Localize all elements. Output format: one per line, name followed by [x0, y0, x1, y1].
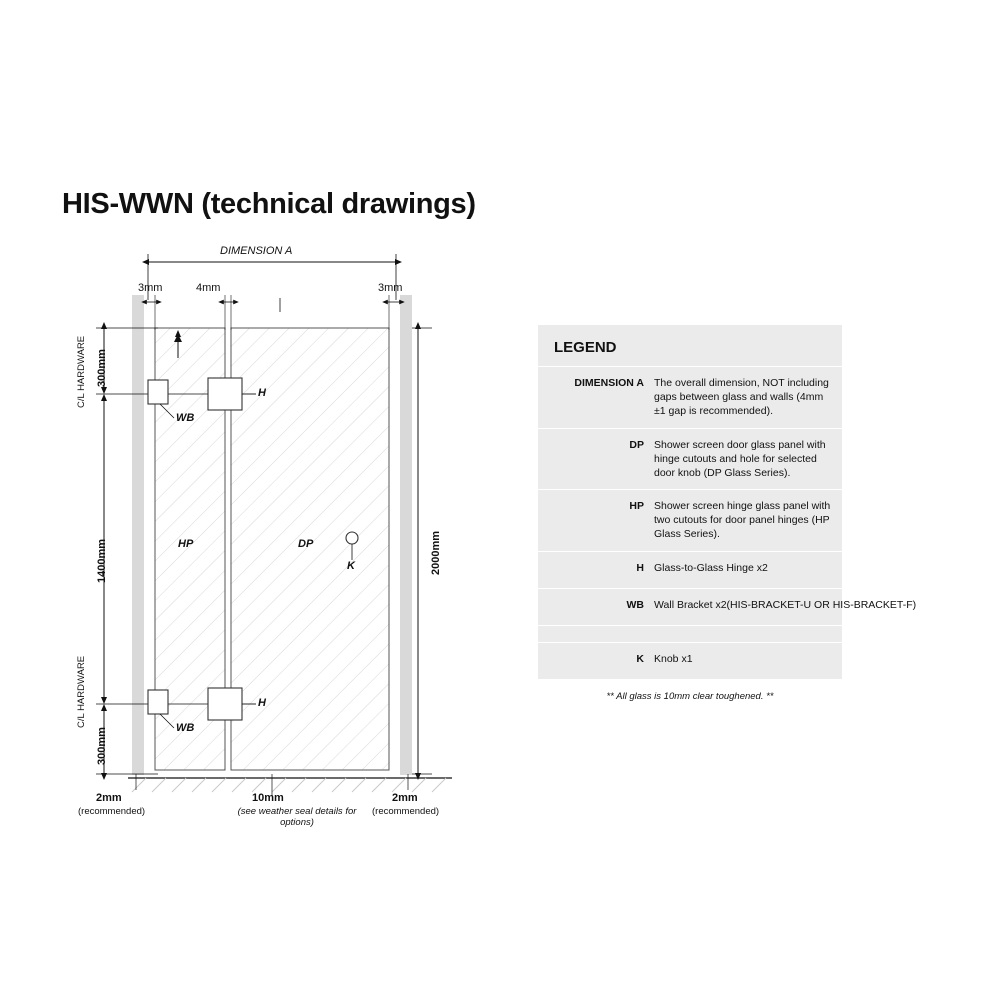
hinge-top — [208, 378, 242, 410]
legend-row — [538, 642, 842, 679]
technical-drawing — [60, 240, 520, 840]
gap-left-wall-label: 3mm — [138, 282, 163, 294]
knob-label: K — [347, 560, 355, 572]
gap-right-wall-label: 3mm — [378, 282, 403, 294]
hinge-bottom-label: H — [258, 697, 266, 709]
legend-row — [538, 428, 842, 490]
panel-hp-label: HP — [178, 538, 194, 550]
wall-right — [400, 295, 412, 775]
floor-gap-left-note: (recommended) — [78, 806, 146, 817]
legend-row — [538, 366, 842, 428]
floor-gap-centre-note: (see weather seal details for options) — [237, 806, 357, 828]
legend-row — [538, 588, 917, 625]
legend-footnote: ** All glass is 10mm clear toughened. ** — [538, 679, 842, 714]
door-knob — [346, 532, 358, 544]
bottom-hardware-cl-label: C/L HARDWARE — [76, 655, 87, 728]
top-hardware-dim-label: 300mm — [96, 349, 108, 387]
legend-description: Shower screen hinge glass panel with two cutouts for door panel hinges (HP Glass Series). — [654, 500, 831, 541]
hinge-top-label: H — [258, 387, 266, 399]
top-hardware-cl-label: C/L HARDWARE — [76, 335, 87, 408]
legend-spacer — [538, 625, 842, 642]
floor-gap-right-note: (recommended) — [372, 806, 440, 817]
page-title: HIS-WWN (technical drawings) — [62, 188, 476, 220]
legend-row — [538, 551, 842, 588]
legend-description: Knob x1 — [654, 652, 693, 665]
wall-bracket-top — [148, 380, 168, 404]
legend-description: Glass-to-Glass Hinge x2 — [654, 561, 768, 574]
wall-bracket-bottom — [148, 690, 168, 714]
legend-key: K — [636, 652, 644, 665]
gap-between-glass-label: 4mm — [196, 282, 221, 294]
legend-description: Wall Bracket x2(HIS-BRACKET-U OR HIS-BRACKET-F) — [654, 598, 917, 611]
legend-key: DIMENSION A — [574, 377, 644, 389]
legend-panel — [538, 325, 917, 714]
legend-description: Shower screen door glass panel with hinge cutouts and hole for selected door knob (DP Glass Series). — [654, 438, 826, 479]
overall-height-label: 2000mm — [430, 530, 442, 575]
bottom-hardware-dim-label: 300mm — [96, 727, 108, 765]
dimension-a-label: DIMENSION A — [220, 245, 293, 257]
legend-key: DP — [629, 438, 644, 451]
legend-description: The overall dimension, NOT including gaps between glass and walls (4mm ±1 gap is recommended). — [654, 377, 829, 418]
drawing-svg — [60, 240, 520, 840]
panel-dp-label: DP — [298, 538, 314, 550]
legend-row — [538, 489, 842, 551]
floor-gap-centre-label: 10mm — [252, 792, 284, 804]
legend-key: H — [636, 561, 644, 574]
hinge-bottom — [208, 688, 242, 720]
legend-key: HP — [629, 500, 644, 513]
middle-dim-label: 1400mm — [96, 538, 108, 583]
legend-title: LEGEND — [554, 339, 617, 356]
floor-gap-right-label: 2mm — [392, 792, 418, 804]
bracket-bottom-label: WB — [176, 722, 195, 734]
bracket-top-label: WB — [176, 412, 195, 424]
wall-left — [132, 295, 144, 775]
legend-key: WB — [626, 598, 644, 611]
floor-gap-left-label: 2mm — [96, 792, 122, 804]
